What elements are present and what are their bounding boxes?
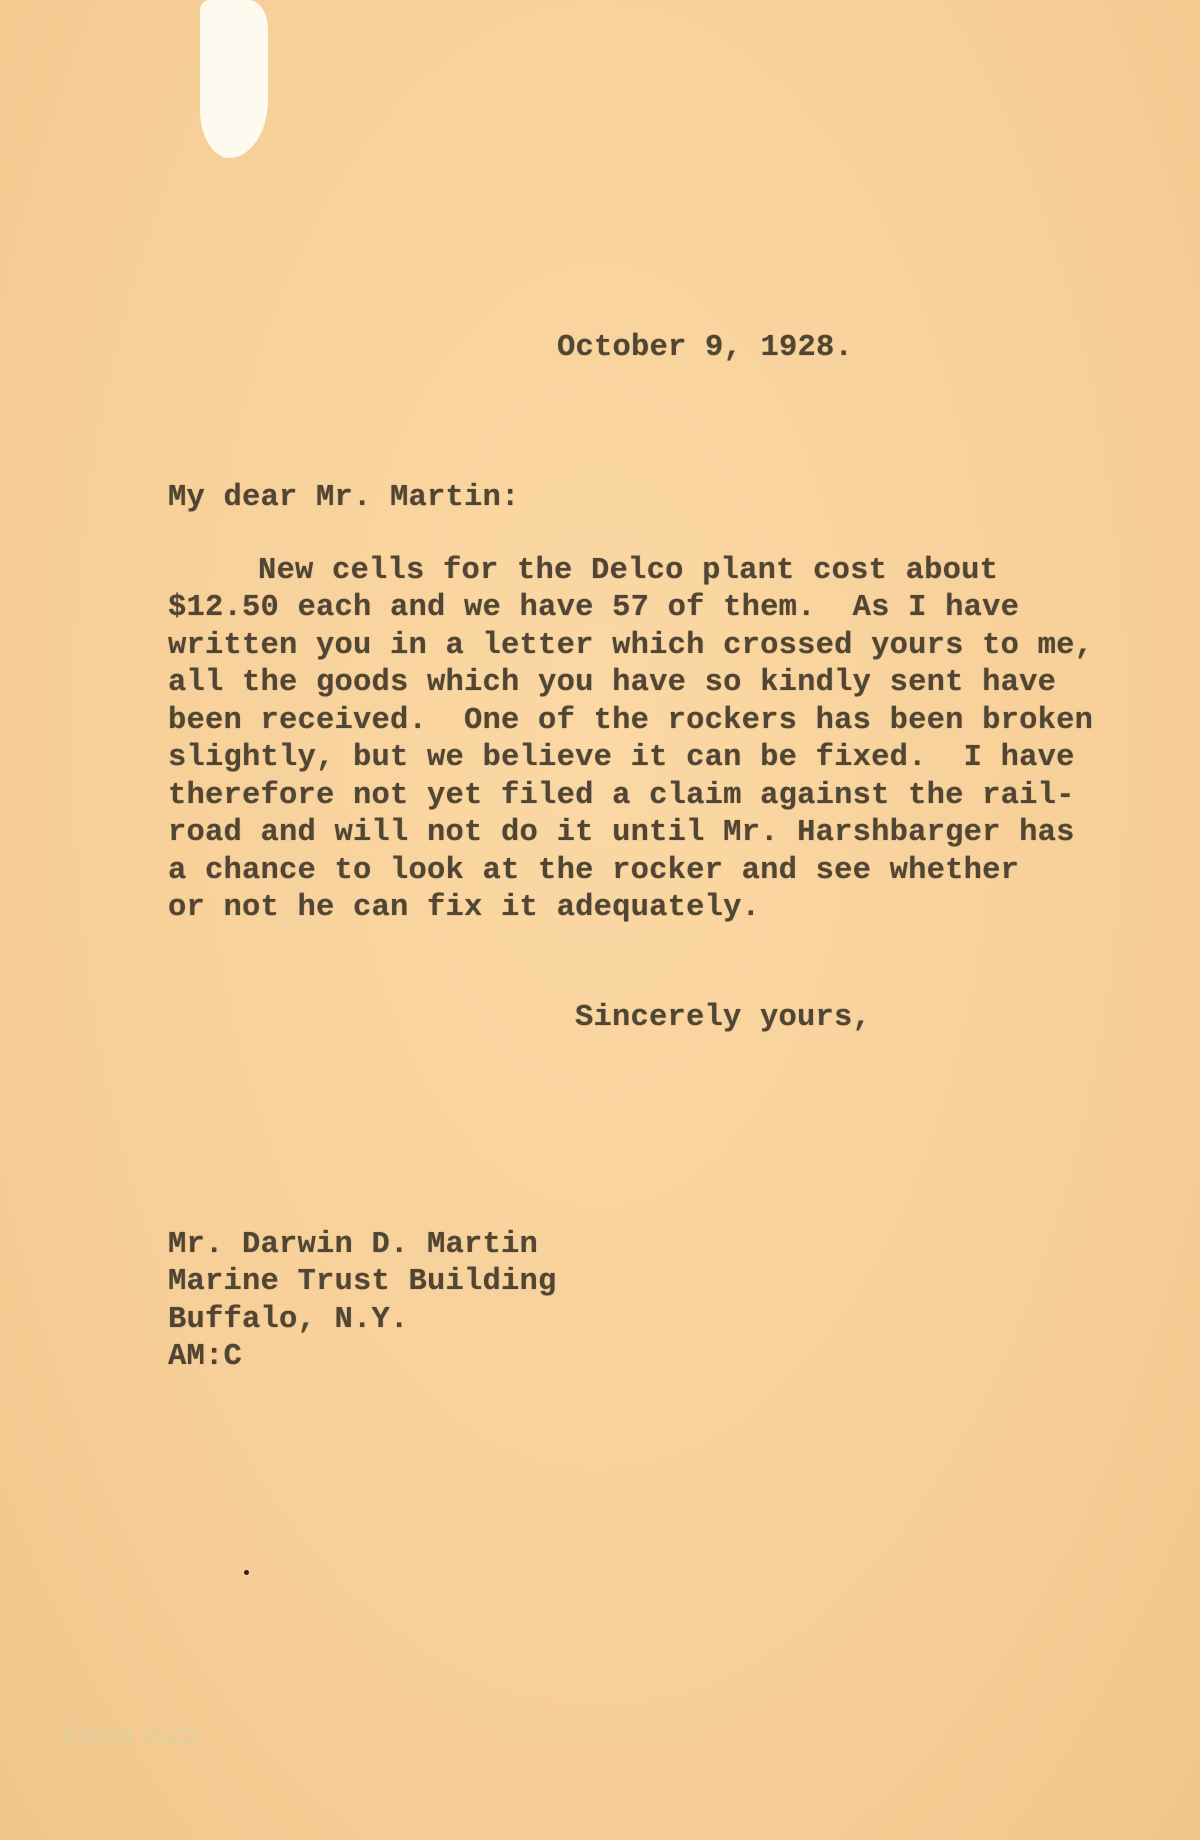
closing: Sincerely yours, <box>575 1001 872 1035</box>
body-line: road and will not do it until Mr. Harshbarger has <box>168 816 1075 850</box>
address-line: Mr. Darwin D. Martin <box>168 1228 539 1262</box>
watermark: PMSS 2022 <box>63 1722 197 1750</box>
letter-date: October 9, 1928. <box>557 331 854 365</box>
body-line: New cells for the Delco plant cost about <box>258 554 999 588</box>
typist-initials: AM:C <box>168 1340 243 1374</box>
body-line: all the goods which you have so kindly sent have <box>168 666 1057 700</box>
ink-speck <box>244 1570 249 1575</box>
body-line: been received. One of the rockers has been broken <box>168 704 1094 738</box>
address-line: Marine Trust Building <box>168 1265 557 1299</box>
body-line: therefore not yet filed a claim against the rail- <box>168 779 1075 813</box>
body-line: a chance to look at the rocker and see whether <box>168 854 1020 888</box>
body-line: written you in a letter which crossed yours to me, <box>168 629 1094 663</box>
paper-damage-spot <box>200 0 268 158</box>
body-line: or not he can fix it adequately. <box>168 891 761 925</box>
address-line: Buffalo, N.Y. <box>168 1303 409 1337</box>
body-line: $12.50 each and we have 57 of them. As I have <box>168 591 1020 625</box>
body-line: slightly, but we believe it can be fixed. I have <box>168 741 1075 775</box>
salutation: My dear Mr. Martin: <box>168 481 520 515</box>
